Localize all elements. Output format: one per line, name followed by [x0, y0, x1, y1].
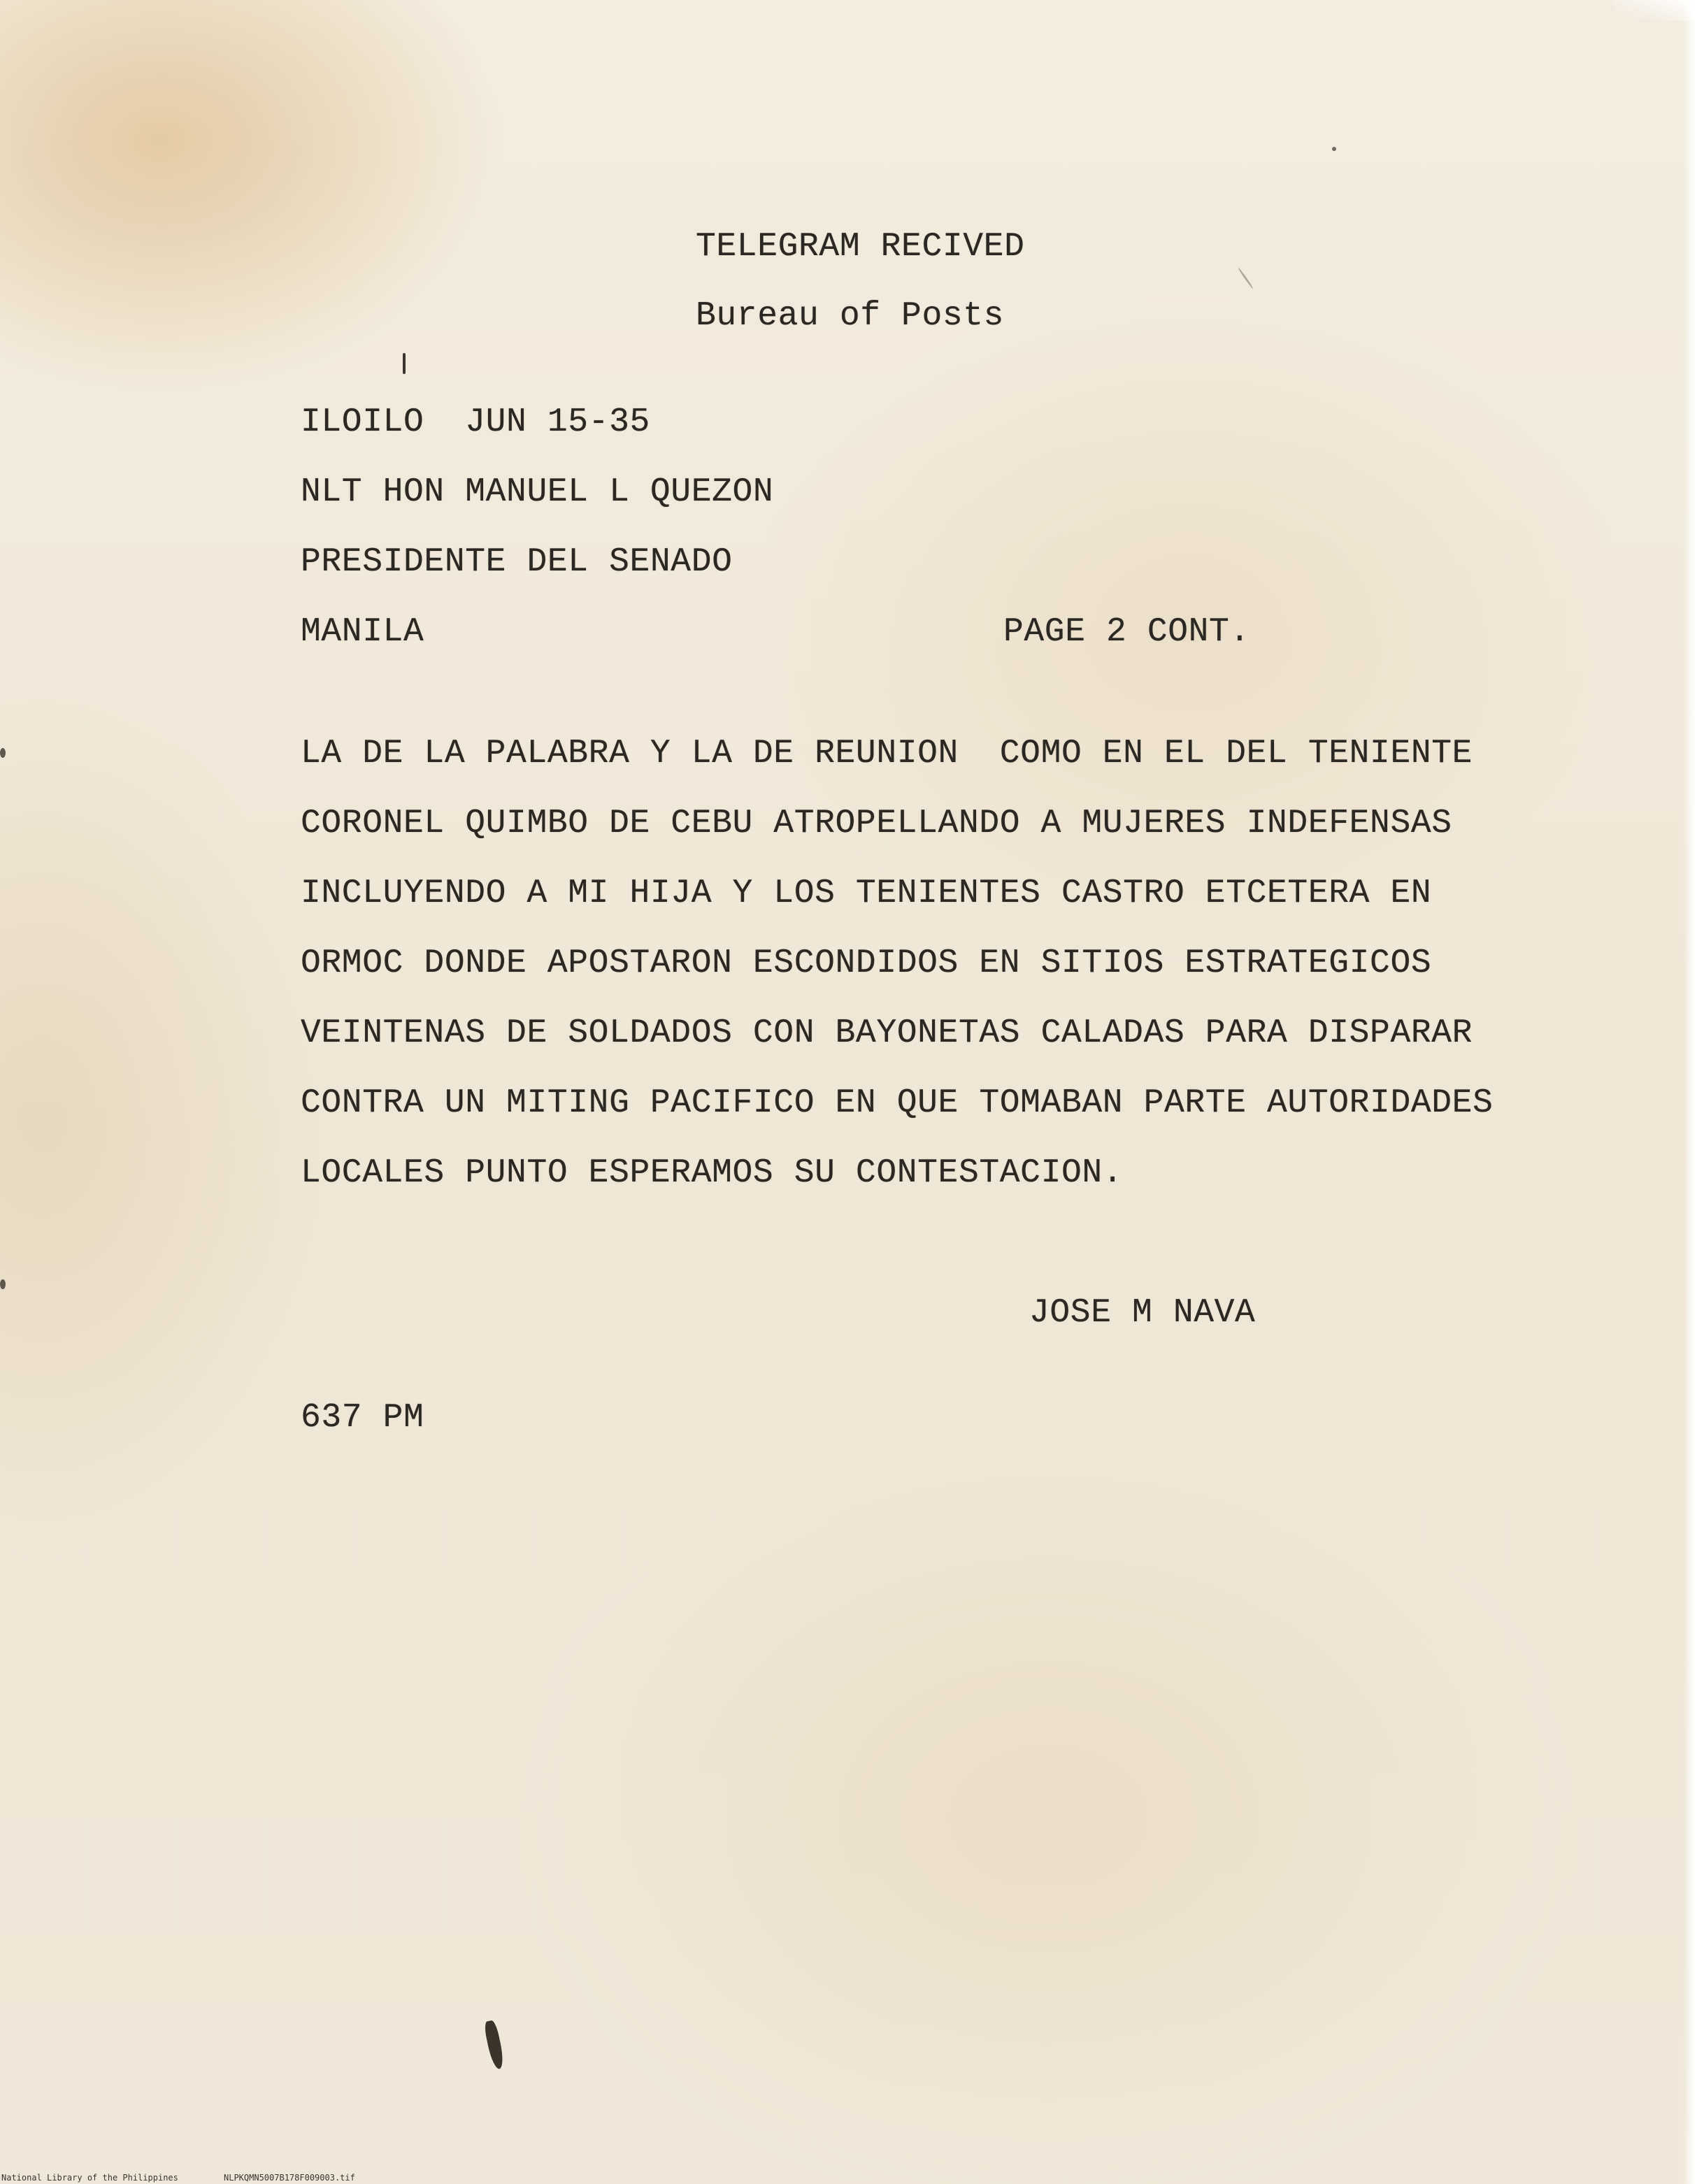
signature: JOSE M NAVA [1029, 1294, 1256, 1332]
body-line: CORONEL QUIMBO DE CEBU ATROPELLANDO A MUJERES INDEFENSAS [301, 805, 1452, 842]
ink-mark [0, 748, 6, 758]
archive-source: National Library of the Philippines [1, 2173, 178, 2183]
paper-edge [1683, 0, 1697, 2184]
destination-line: MANILA [301, 613, 424, 651]
ink-mark [483, 2020, 506, 2070]
body-line: CONTRA UN MITING PACIFICO EN QUE TOMABAN PARTE AUTORIDADES [301, 1084, 1494, 1122]
body-line: INCLUYENDO A MI HIJA Y LOS TENIENTES CASTRO ETCETERA EN [301, 875, 1432, 912]
ink-mark [0, 1279, 6, 1289]
ink-mark [1332, 147, 1336, 151]
body-line: VEINTENAS DE SOLDADOS CON BAYONETAS CALADAS PARA DISPARAR [301, 1014, 1473, 1052]
body-line: LA DE LA PALABRA Y LA DE REUNION COMO EN EL DEL TENIENTE [301, 735, 1473, 773]
recipient-line: NLT HON MANUEL L QUEZON [301, 473, 774, 511]
time-stamp: 637 PM [301, 1399, 424, 1437]
document-subtitle: Bureau of Posts [696, 297, 1005, 335]
body-line: ORMOC DONDE APOSTARON ESCONDIDOS EN SITIOS ESTRATEGICOS [301, 944, 1432, 982]
body-line: LOCALES PUNTO ESPERAMOS SU CONTESTACION. [301, 1154, 1124, 1192]
recipient-title-line: PRESIDENTE DEL SENADO [301, 543, 733, 581]
document-title: TELEGRAM RECIVED [696, 228, 1025, 266]
page-note: PAGE 2 CONT. [1003, 613, 1250, 651]
ink-mark [403, 353, 406, 374]
archive-filename: NLPKQMN5007B178F009003.tif [224, 2173, 355, 2183]
paper-corner [1613, 0, 1697, 21]
ink-mark [1238, 267, 1254, 289]
origin-date-line: ILOILO JUN 15-35 [301, 403, 650, 441]
